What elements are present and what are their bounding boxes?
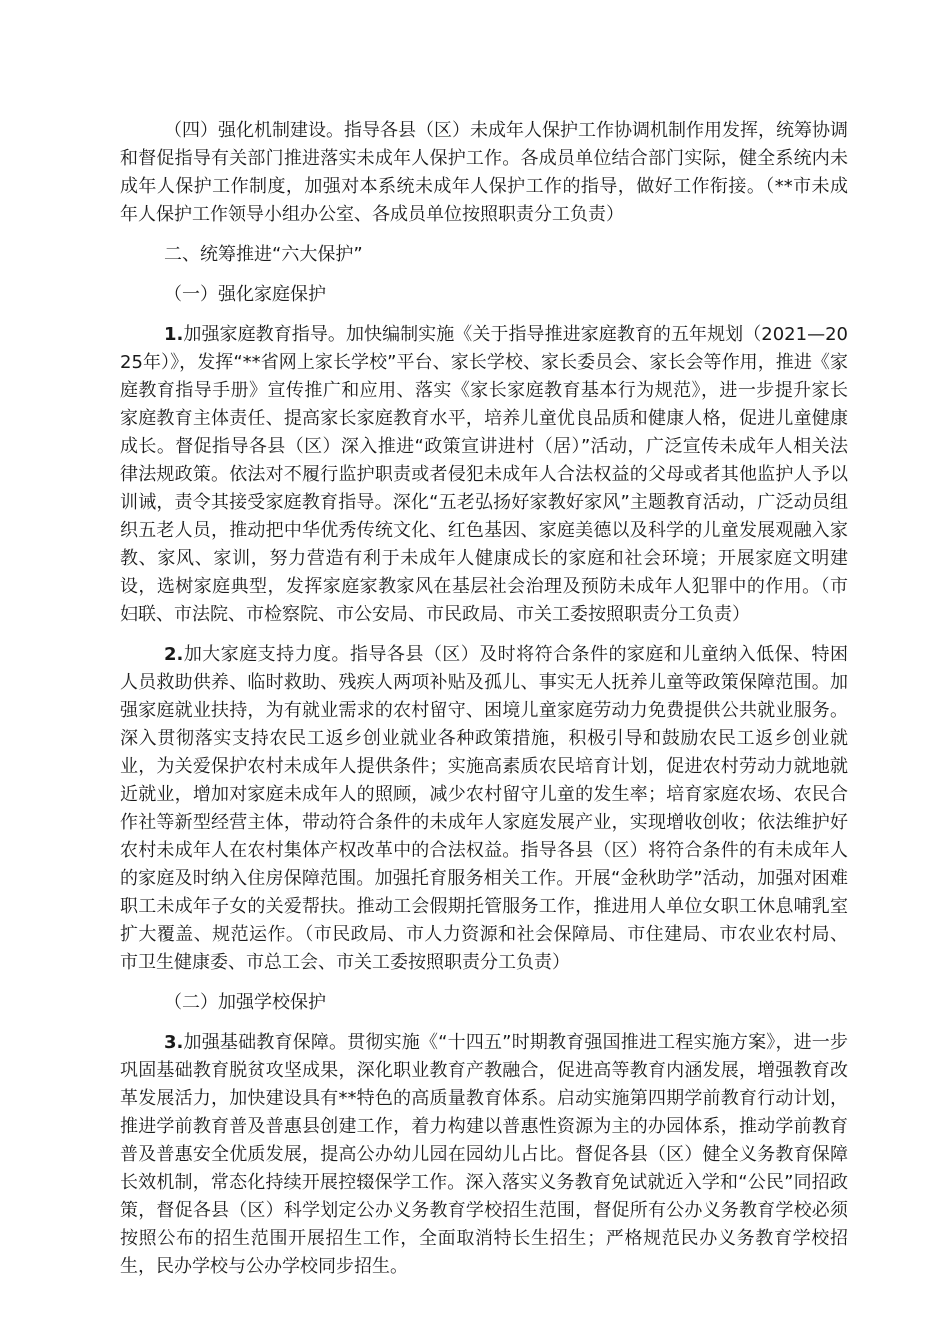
item-number: 2. bbox=[164, 644, 184, 665]
paragraph-item-3 bbox=[120, 1029, 848, 1281]
document-page bbox=[120, 117, 848, 1293]
item-text: 加强基础教育保障。贯彻实施《“十四五”时期教育强国推进工程实施方案》，进一步巩固基础教育脱贫攻坚成果，深化职业教育产教融合，促进高等教育内涵发展，增强教育改革发展活力，加快建设具有**特色的高质量教育体系。启动实施第四期学前教育行动计划，推进学前教育普及普惠县创建工作，着力构建以普惠性资源为主的办园体系，推动学前教育普及普惠安全优质发展，提高公办幼儿园在园幼儿占比。督促各县（区）健全义务教育保障长效机制，常态化持续开展控辍保学工作。深入落实义务教育免试就近入学和“公民”同招政策，督促各县（区）科学划定公办义务教育学校招生范围，督促所有公办义务教育学校必须按照公布的招生范围开展招生工作，全面取消特长生招生；严格规范民办义务教育学校招生，民办学校与公办学校同步招生。 bbox=[120, 1032, 848, 1277]
item-text: 加大家庭支持力度。指导各县（区）及时将符合条件的家庭和儿童纳入低保、特困人员救助供养、临时救助、残疾人两项补贴及孤儿、事实无人抚养儿童等政策保障范围。加强家庭就业扶持，为有就业需求的农村留守、困境儿童家庭劳动力免费提供公共就业服务。深入贯彻落实支持农民工返乡创业就业各种政策措施，积极引导和鼓励农民工返乡创业就业，为关爱保护农村未成年人提供条件；实施高素质农民培育计划，促进农村劳动力就地就近就业，增加对家庭未成年人的照顾，减少农村留守儿童的发生率；培育家庭农场、农民合作社等新型经营主体，带动符合条件的未成年人家庭发展产业，实现增收创收；依法维护好农村未成年人在农村集体产权改革中的合法权益。指导各县（区）将符合条件的有未成年人的家庭及时纳入住房保障范围。加强托育服务相关工作。开展“金秋助学”活动，加强对困难职工未成年子女的关爱帮扶。推动工会假期托管服务工作，推进用人单位女职工休息哺乳室扩大覆盖、规范运作。（市民政局、市人力资源和社会保障局、市住建局、市农业农村局、市卫生健康委、市总工会、市关工委按照职责分工负责） bbox=[120, 644, 848, 973]
item-text: 加强家庭教育指导。加快编制实施《关于指导推进家庭教育的五年规划（2021—2025年）》，发挥“**省网上家长学校”平台、家长学校、家长委员会、家长会等作用，推进《家庭教育指导手册》宣传推广和应用、落实《家长家庭教育基本行为规范》，进一步提升家长家庭教育主体责任、提高家长家庭教育水平，培养儿童优良品质和健康人格，促进儿童健康成长。督促指导各县（区）深入推进“政策宣讲进村（居）”活动，广泛宣传未成年人相关法律法规政策。依法对不履行监护职责或者侵犯未成年人合法权益的父母或者其他监护人予以训诫，责令其接受家庭教育指导。深化“五老弘扬好家教好家风”主题教育活动，广泛动员组织五老人员，推动把中华优秀传统文化、红色基因、家庭美德以及科学的儿童发展观融入家教、家风、家训，努力营造有利于未成年人健康成长的家庭和社会环境；开展家庭文明建设，选树家庭典型，发挥家庭家教家风在基层社会治理及预防未成年人犯罪中的作用。（市妇联、市法院、市检察院、市公安局、市民政局、市关工委按照职责分工负责） bbox=[120, 324, 848, 625]
section-heading-six-protections: 二、统筹推进“六大保护” bbox=[164, 244, 363, 265]
item-number: 1. bbox=[164, 324, 184, 345]
paragraph-item-2 bbox=[120, 641, 848, 977]
item-number: 3. bbox=[164, 1032, 184, 1053]
paragraph-mechanism-building: （四）强化机制建设。指导各县（区）未成年人保护工作协调机制作用发挥，统筹协调和督促指导有关部门推进落实未成年人保护工作。各成员单位结合部门实际，健全系统内未成年人保护工作制度，加强对本系统未成年人保护工作的指导，做好工作衔接。（**市未成年人保护工作领导小组办公室、各成员单位按照职责分工负责） bbox=[120, 120, 848, 225]
subsection-heading-family-protection: （一）强化家庭保护 bbox=[164, 284, 326, 305]
subsection-heading-school-protection: （二）加强学校保护 bbox=[164, 992, 326, 1013]
paragraph-item-1 bbox=[120, 321, 848, 629]
